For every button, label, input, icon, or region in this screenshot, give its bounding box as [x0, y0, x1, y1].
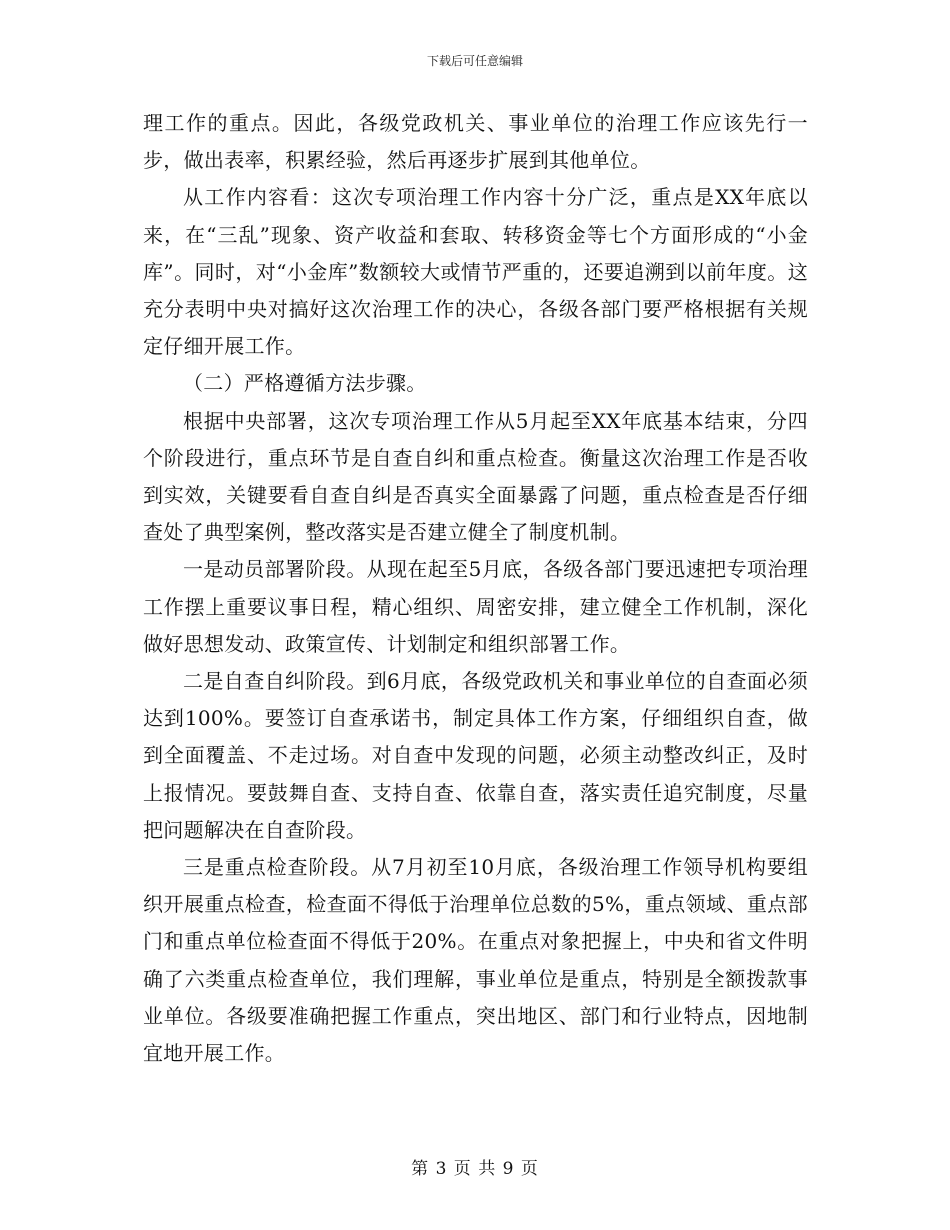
document-body: [143, 105, 808, 1072]
paragraph-stage-two: 二是自查自纠阶段。到6月底，各级党政机关和事业单位的自查面必须达到100%。要签订自查承诺书，制定具体工作方案，仔细组织自查，做到全面覆盖、不走过场。对自查中发现的问题，必须主动整改纠正，及时上报情况。要鼓舞自查、支持自查、依靠自查，落实责任追究制度，尽量把问题解决在自查阶段。: [143, 669, 808, 842]
paragraph-deployment-overview: 根据中央部署，这次专项治理工作从5月起至XX年底基本结束，分四个阶段进行，重点环节是自查自纠和重点检查。衡量这次治理工作是否收到实效，关键要看自查自纠是否真实全面暴露了问题，重点检查是否仔细查处了典型案例，整改落实是否建立健全了制度机制。: [143, 408, 808, 545]
page-number: 第 3 页 共 9 页: [411, 1159, 539, 1179]
page-header-note: 下载后可任意编辑: [426, 54, 523, 68]
section-heading-methods: （二）严格遵循方法步骤。: [183, 371, 427, 396]
paragraph-work-content: 从工作内容看：这次专项治理工作内容十分广泛，重点是XX年底以来，在“三乱”现象、资产收益和套取、转移资金等七个方面形成的“小金库”。同时，对“小金库”数额较大或情节严重的，还要追溯到以前年度。这充分表明中央对搞好这次治理工作的决心，各级各部门要严格根据有关规定仔细开展工作。: [143, 185, 808, 359]
paragraph-continuation: 理工作的重点。因此，各级党政机关、事业单位的治理工作应该先行一步，做出表率，积累经验，然后再逐步扩展到其他单位。: [143, 111, 808, 173]
paragraph-stage-one: 一是动员部署阶段。从现在起至5月底，各级各部门要迅速把专项治理工作摆上重要议事日程，精心组织、周密安排，建立健全工作机制，深化做好思想发动、政策宣传、计划制定和组织部署工作。: [143, 557, 808, 656]
paragraph-stage-three: 三是重点检查阶段。从7月初至10月底，各级治理工作领导机构要组织开展重点检查，检查面不得低于治理单位总数的5%，重点领域、重点部门和重点单位检查面不得低于20%。在重点对象把握上，中央和省文件明确了六类重点检查单位，我们理解，事业单位是重点，特别是全额拨款事业单位。各级要准确把握工作重点，突出地区、部门和行业特点，因地制宜地开展工作。: [143, 855, 808, 1066]
